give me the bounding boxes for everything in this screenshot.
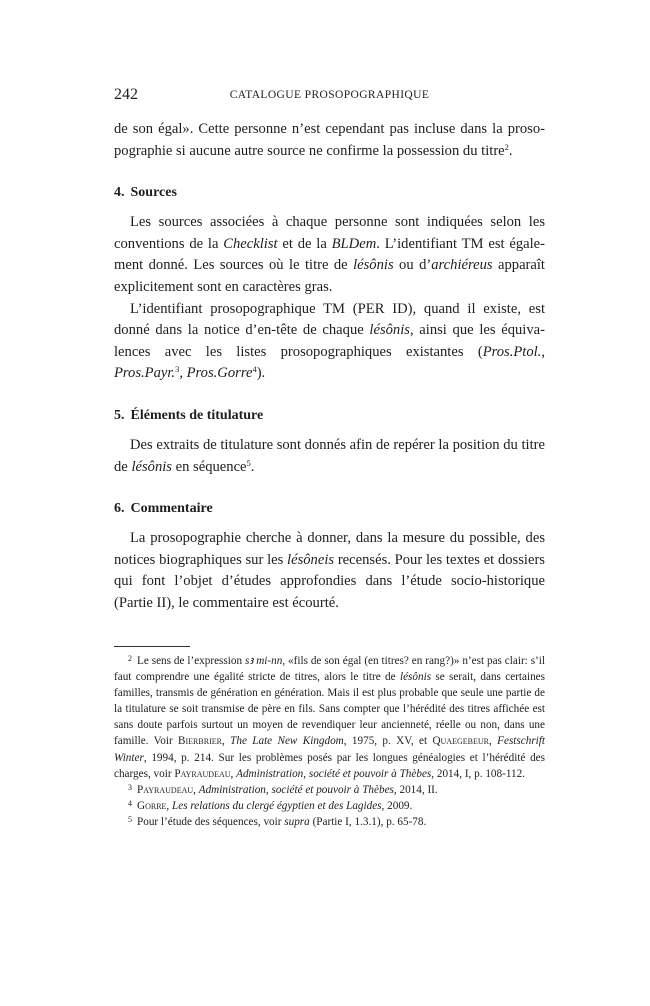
text: , 2014, II.	[393, 783, 438, 796]
paragraph	[114, 212, 545, 298]
italic-text: lésônis	[131, 458, 172, 475]
section-number: 4.	[114, 185, 125, 201]
italic-text: sꜣ mi-nn	[244, 655, 283, 667]
text: .	[508, 142, 513, 159]
paragraph	[114, 299, 545, 385]
text: La prosopographie cherche à donner, dans la mesure du possible, des notices biographiques sur les	[114, 530, 545, 568]
page-number: 242	[114, 86, 138, 103]
author-name: Payraudeau	[174, 767, 231, 780]
text: Pour l’étude des séquences, voir	[137, 815, 285, 828]
text: , 1994, p. 214. Sur les problèmes posés par les longues généalogies et l’hérédité des charges, voir	[114, 751, 545, 780]
section-title: Sources	[130, 185, 177, 201]
paragraph	[114, 435, 545, 478]
text: ou d’	[393, 257, 432, 274]
footnote-ref-2[interactable]: 2	[504, 141, 509, 152]
italic-text: Pros.Ptol.	[482, 343, 542, 360]
text: ,	[193, 783, 199, 796]
text: . L’identifiant TM est égale-ment donné. Les sources où le titre de	[114, 235, 546, 274]
text: ,	[541, 343, 545, 360]
author-name: Gorre	[137, 799, 167, 812]
footnote-number: 4	[128, 798, 132, 808]
italic-text: supra	[284, 815, 310, 828]
paragraph	[114, 528, 545, 614]
footnote-5	[114, 814, 545, 830]
italic-text: Pros.Payr.	[114, 365, 176, 382]
main-text	[114, 119, 545, 615]
italic-text: lésôneis	[287, 551, 335, 568]
section-heading-titulature	[114, 407, 545, 425]
text: .	[250, 458, 255, 475]
text: et de la	[277, 235, 332, 252]
footnotes	[114, 653, 545, 830]
italic-text: lésônis	[353, 257, 394, 274]
italic-text: lésônis	[369, 322, 410, 339]
continued-paragraph	[114, 119, 545, 162]
text: , «fils de son égal (en titres? en rang?)» n’est pas clair: s’il faut comprendre une égalité stricte de titres, alors le titre de	[114, 655, 546, 684]
section-title: Éléments de titulature	[130, 407, 264, 423]
text: apparaît explicitement sont en caractères gras.	[114, 257, 545, 295]
page-header	[114, 86, 545, 106]
text: ,	[230, 767, 237, 780]
italic-text: lésônis	[399, 671, 432, 684]
italic-text: BLDem	[331, 235, 377, 252]
section-number: 6.	[114, 501, 125, 517]
italic-text: Pros.Gorre	[186, 365, 253, 382]
text: en séquence	[171, 458, 247, 475]
footnote-number: 2	[128, 654, 132, 663]
section-title: Commentaire	[130, 501, 213, 517]
text: , 2014, I, p. 108-112.	[431, 767, 526, 780]
italic-text: archiéreus	[431, 257, 493, 274]
italic-text: Administration, société et pouvoir à Thèbes	[198, 783, 394, 796]
footnote-2	[114, 653, 545, 782]
footnote-number: 5	[128, 814, 132, 824]
italic-text: Administration, société et pouvoir à Thèbes	[236, 767, 432, 780]
text: Des extraits de titulature sont donnés afin de repérer la position du titre de	[114, 436, 545, 475]
section-heading-commentaire	[114, 500, 545, 518]
footnote-4	[114, 798, 545, 814]
text: de son égal». Cette personne n’est cependant pas incluse dans la proso-pographie si aucune autre source ne confirme la possession du titre	[114, 121, 545, 159]
footnote-ref-3[interactable]: 3	[175, 364, 180, 375]
text: se serait, dans certaines familles, transmis de génération en génération. Mais il est plus probable que seule une partie de la titulature se soit transmise de père en fils. Sans compter que l’hérédité des titres affichée est sans doute parfois surtout un moyen de revendiquer leur ancienneté, réelle ou non, dans une famille. Voir	[114, 671, 545, 748]
section-number: 5.	[114, 407, 125, 423]
text: ,	[166, 799, 173, 812]
text: , ainsi que les équiva-lences avec les listes prosopographiques existantes (	[114, 322, 545, 360]
footnote-separator	[114, 646, 190, 647]
text: ,	[489, 735, 498, 748]
running-title: CATALOGUE PROSOPOGRAPHIQUE	[229, 89, 430, 101]
text: ,	[179, 365, 187, 382]
footnote-ref-5[interactable]: 5	[246, 457, 251, 468]
text: , 1975, p. XV, et	[343, 735, 433, 748]
text: (Partie I, 1.3.1), p. 65-78.	[309, 815, 427, 828]
text: , 2009.	[381, 799, 413, 812]
text: ,	[221, 735, 231, 748]
italic-text: Festschrift Winter	[114, 735, 546, 764]
text: Le sens de l’expression	[137, 655, 245, 667]
author-name: Quaegebeur	[432, 735, 489, 748]
italic-text: Checklist	[223, 235, 278, 252]
footnote-ref-4[interactable]: 4	[252, 364, 257, 375]
text: L’identifiant prosopographique TM (PER ID), quand il existe, est donné dans la notice d’en-tête de chaque	[114, 300, 545, 339]
italic-text: Les relations du clergé égyptien et des Lagides	[172, 799, 382, 812]
footnote-3	[114, 782, 545, 798]
text: Les sources associées à chaque personne sont indiquées selon les conventions de la	[114, 214, 545, 252]
italic-text: The Late New Kingdom	[230, 735, 344, 748]
text: recensés. Pour les textes et dossiers qui font l’objet d’études approfondies dans l’étude socio-historique (Partie II), le commentaire est écourté.	[114, 551, 545, 611]
footnote-number: 3	[128, 782, 132, 792]
author-name: Bierbrier	[178, 735, 222, 748]
text: ).	[256, 365, 266, 382]
section-heading-sources	[114, 184, 545, 202]
author-name: Payraudeau	[137, 783, 194, 796]
